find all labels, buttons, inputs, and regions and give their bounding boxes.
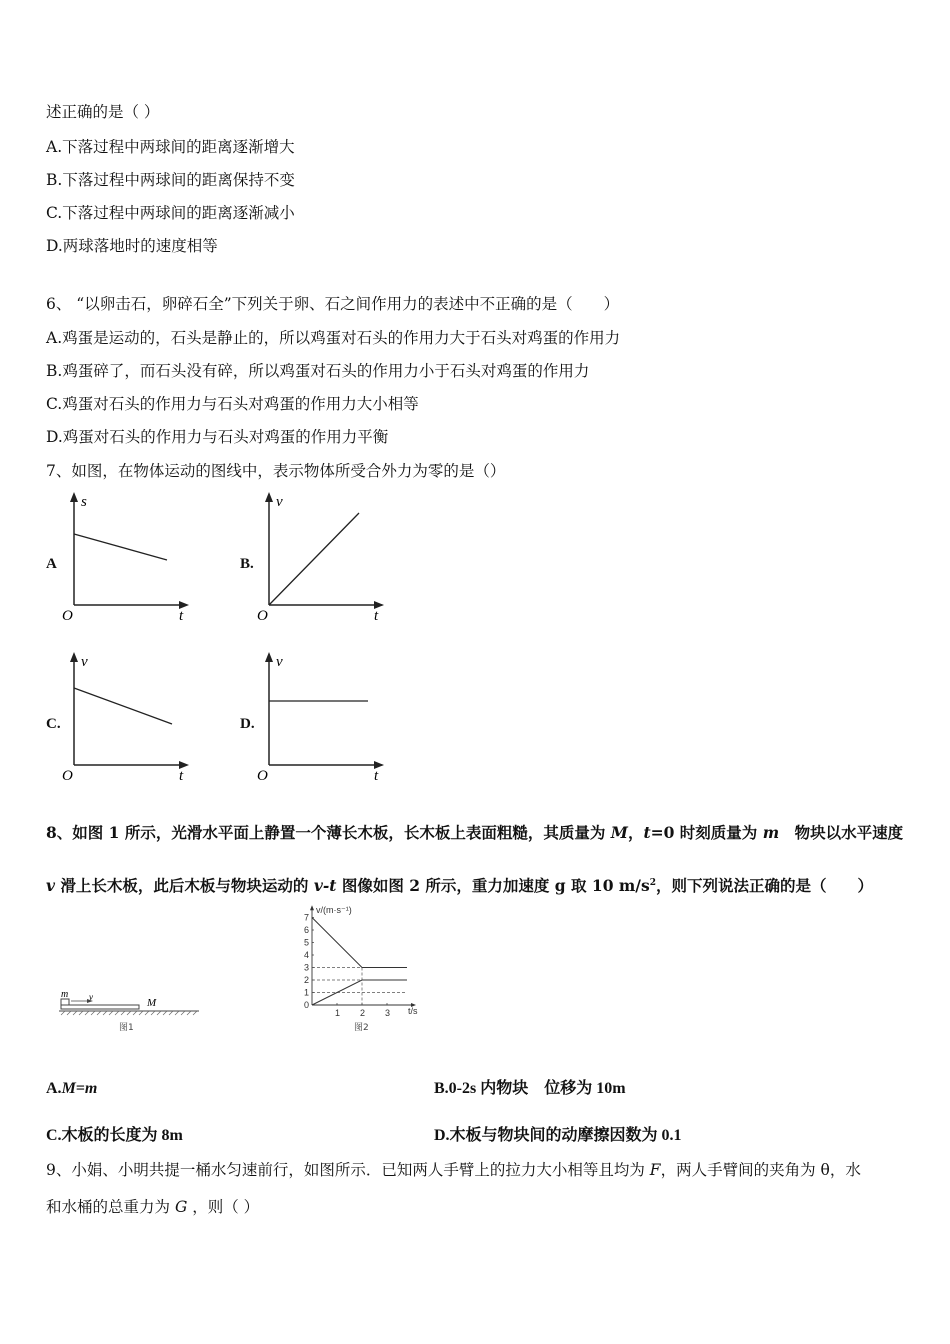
- chart-y-tick-label: 5: [304, 937, 310, 948]
- chart-y-tick-label: 2: [304, 975, 310, 985]
- chart-x-label: t/s: [408, 1006, 418, 1016]
- origin-label: O: [257, 768, 268, 784]
- origin-label: O: [62, 608, 73, 624]
- q7-stem: 7、如图，在物体运动的图线中，表示物体所受合外力为零的是（）: [46, 462, 506, 480]
- mass-M-label: M: [147, 997, 157, 1009]
- chart-y-arrow: [310, 905, 314, 910]
- origin-label: O: [62, 768, 73, 784]
- q6-option-d: D.鸡蛋对石头的作用力与石头对鸡蛋的作用力平衡: [46, 428, 389, 446]
- q8-stem-line2: v 滑上长木板，此后木板与物块运动的 v-t 图像如图 2 所示，重力加速度 g 取 10 $m/s^2$，则下列说法正确的是（ ）: [46, 876, 873, 896]
- q7-graph-c: [55, 650, 195, 785]
- q7-graph-c-label: C.: [46, 716, 61, 732]
- y-axis-label: s: [81, 494, 87, 510]
- x-axis-label: t: [374, 768, 379, 784]
- chart-x-tick-label: 3: [385, 1008, 391, 1018]
- q7-graph-a-label: A: [46, 556, 57, 572]
- q8-stem-line1: 8、如图 1 所示，光滑水平面上静置一个薄长木板，长木板上表面粗糙，其质量为 M，t=0 时刻质量为 m 物块以水平速度: [46, 823, 904, 842]
- q7-graph-b-label: B.: [240, 556, 254, 572]
- graph-line: [269, 513, 359, 605]
- chart-series-block: [312, 918, 407, 968]
- y-axis-label: v: [276, 654, 283, 670]
- chart-x-tick-label: 1: [335, 1008, 341, 1018]
- q7-graph-a: [55, 490, 195, 625]
- figure-1-caption: 图1: [119, 1023, 134, 1033]
- y-axis-label: v: [276, 494, 283, 510]
- q8-option-d: D.木板与物块间的动摩擦因数为 0.1: [434, 1127, 682, 1144]
- chart-y-tick-label: 1: [304, 987, 310, 998]
- mass-m-label: m: [61, 989, 69, 1000]
- figure-2-caption: 图2: [354, 1023, 369, 1033]
- q9-stem-line2: 和水桶的总重力为 G ，则（ ）: [46, 1198, 260, 1216]
- q7-graph-b: [250, 490, 390, 625]
- velocity-label: v: [89, 992, 93, 1002]
- q5-option-a: A.下落过程中两球间的距离逐渐增大: [46, 138, 295, 156]
- board: [61, 1005, 139, 1009]
- chart-y-tick-label: 4: [304, 950, 310, 960]
- chart-x-tick-label: 2: [360, 1008, 366, 1018]
- q6-option-a: A.鸡蛋是运动的，石头是静止的，所以鸡蛋对石头的作用力大于石头对鸡蛋的作用力: [46, 329, 621, 347]
- x-axis-label: t: [179, 768, 184, 784]
- ground-hatch: [61, 1011, 197, 1015]
- q8-option-c: C.木板的长度为 8m: [46, 1127, 183, 1144]
- chart-y-tick-label: 6: [304, 925, 310, 935]
- graph-line: [74, 688, 172, 724]
- q6-option-b: B.鸡蛋碎了，而石头没有碎，所以鸡蛋对石头的作用力小于石头对鸡蛋的作用力: [46, 362, 590, 380]
- x-axis-label: t: [374, 608, 379, 624]
- q5-option-c: C.下落过程中两球间的距离逐渐减小: [46, 204, 295, 222]
- q7-graph-d: [250, 650, 390, 785]
- x-axis-label: t: [179, 608, 184, 624]
- q5-option-d: D.两球落地时的速度相等: [46, 237, 218, 255]
- graph-line: [74, 534, 167, 560]
- q8-option-b: B.0-2s 内物块 位移为 10m: [434, 1080, 626, 1097]
- q6-stem: 6、 “以卵击石，卵碎石全”下列关于卵、石之间作用力的表述中不正确的是（ ）: [46, 295, 620, 313]
- chart-y-tick-label: 0: [304, 1000, 310, 1010]
- y-axis-label: v: [81, 654, 88, 670]
- q8-figure-2-chart: [290, 900, 430, 1040]
- q6-option-c: C.鸡蛋对石头的作用力与石头对鸡蛋的作用力大小相等: [46, 395, 419, 413]
- chart-y-label: v/(m·s⁻¹): [316, 905, 352, 915]
- chart-y-tick-label: 7: [304, 912, 310, 923]
- q5-option-b: B.下落过程中两球间的距离保持不变: [46, 171, 295, 189]
- q7-graph-d-label: D.: [240, 716, 255, 732]
- q5-stem-tail: 述正确的是（ ）: [46, 103, 160, 121]
- q9-stem-line1: 9、小娟、小明共提一桶水匀速前行，如图所示．已知两人手臂上的拉力大小相等且均为 F，两人手臂间的夹角为 θ，水: [46, 1161, 861, 1179]
- y-axis-arrow: [70, 652, 78, 662]
- y-axis-arrow: [265, 652, 273, 662]
- q8-option-a: A.M=m: [46, 1080, 98, 1097]
- y-axis-arrow: [70, 492, 78, 502]
- origin-label: O: [257, 608, 268, 624]
- q8-figure-1: [55, 985, 205, 1035]
- y-axis-arrow: [265, 492, 273, 502]
- chart-y-tick-label: 3: [304, 962, 310, 973]
